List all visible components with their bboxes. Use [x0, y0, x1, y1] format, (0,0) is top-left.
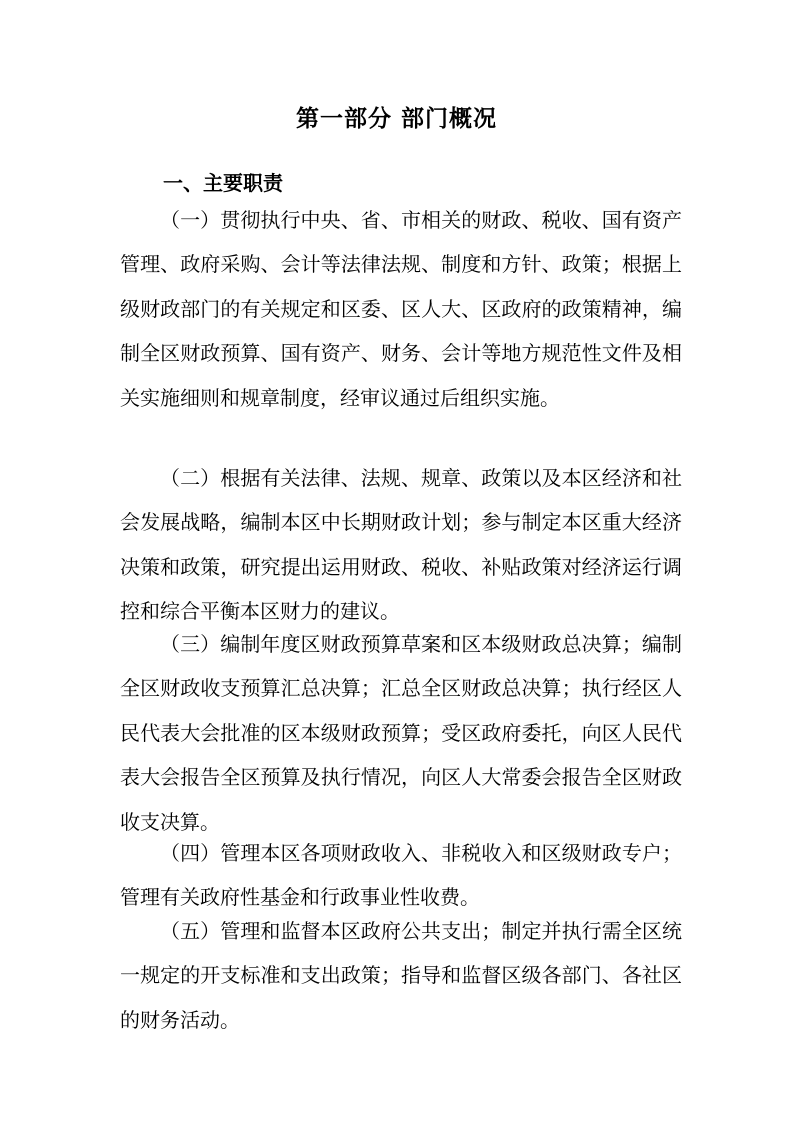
- paragraph-4: （四）管理本区各项财政收入、非税收入和区级财政专户；管理有关政府性基金和行政事业性收费。: [120, 841, 682, 910]
- paragraph-5: （五）管理和监督本区政府公共支出；制定并执行需全区统一规定的开支标准和支出政策；指导和监督区级各部门、各社区的财务活动。: [120, 919, 682, 1032]
- section-heading: 一、主要职责: [163, 171, 283, 195]
- paragraph-2: （二）根据有关法律、法规、规章、政策以及本区经济和社会发展战略，编制本区中长期财政计划；参与制定本区重大经济决策和政策，研究提出运用财政、税收、补贴政策对经济运行调控和综合平衡本区财力的建议。: [120, 466, 682, 624]
- paragraph-1: （一）贯彻执行中央、省、市相关的财政、税收、国有资产管理、政府采购、会计等法律法规、制度和方针、政策；根据上级财政部门的有关规定和区委、区人大、区政府的政策精神，编制全区财政预算、国有资产、财务、会计等地方规范性文件及相关实施细则和规章制度，经审议通过后组织实施。: [120, 208, 682, 410]
- page-title: 第一部分 部门概况: [295, 106, 497, 132]
- paragraph-3: （三）编制年度区财政预算草案和区本级财政总决算；编制全区财政收支预算汇总决算；汇总全区财政总决算；执行经区人民代表大会批准的区本级财政预算；受区政府委托，向区人民代表大会报告全区预算及执行情况，向区人大常委会报告全区财政收支决算。: [120, 632, 682, 834]
